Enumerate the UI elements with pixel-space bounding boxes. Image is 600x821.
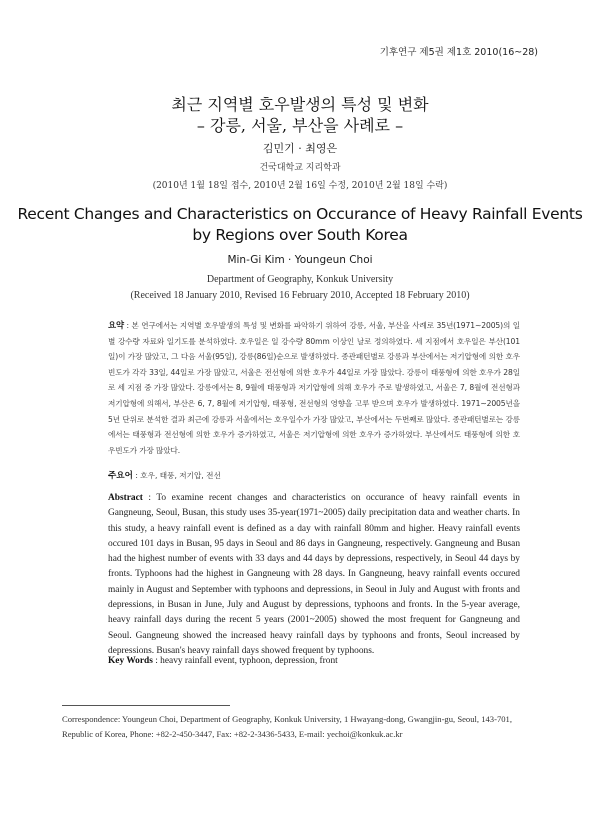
korean-authors: 김민기 · 최영은 <box>262 142 338 155</box>
korean-dates: (2010년 1월 18일 접수, 2010년 2월 16일 수정, 2010년 2월 18일 수락) <box>152 181 448 191</box>
english-authors: Min-Gi Kim · Youngeun Choi <box>227 254 373 266</box>
english-keywords <box>108 656 338 666</box>
korean-abstract <box>108 318 520 458</box>
english-affiliation: Department of Geography, Konkuk University <box>206 274 394 285</box>
korean-keywords-text: : 호우, 태풍, 저기압, 전선 <box>132 471 221 480</box>
korean-keywords <box>108 469 221 481</box>
journal-reference: 기후연구 제5권 제1호 2010(16~28) <box>379 47 538 58</box>
english-abstract-label: Abstract <box>108 493 143 503</box>
english-keywords-label: Key Words <box>108 656 153 666</box>
korean-keywords-label: 주요어 <box>108 471 133 481</box>
english-dates: (Received 18 January 2010, Revised 16 February 2010, Accepted 18 February 2010) <box>130 290 470 301</box>
korean-title-line1: 최근 지역별 호우발생의 특성 및 변화 <box>171 95 429 114</box>
english-keywords-text: : heavy rainfall event, typhoon, depression, front <box>152 656 338 666</box>
footnote-divider <box>62 705 230 706</box>
korean-title-line2: – 강릉, 서울, 부산을 사례로 – <box>196 116 404 135</box>
korean-abstract-text: : 본 연구에서는 지역별 호우발생의 특성 및 변화를 파악하기 위하여 강릉, 서울, 부산을 사례로 35년(1971~2005)의 일별 강수량 자료와 일기도를 분석하였다. 호우일은 일 강수량 80mm 이상인 날로 정의하였다. 세 지점에서 호우일은 부산(101일)이 가장 많았고, 그 다음 서울(95일), 강릉(86일)순으로 발생하였다. 종관패턴별로 강릉과 부산에서는 저기압형에 의한 호우 빈도가 각각 33일, 44일로 가장 많았고, 서울은 전선형에 의한 호우가 44일로 가장 많았다. 강릉이 태풍형에 의한 호우가 28일로 세 지점 중 가장 많았다. 강릉에서는 8, 9월에 태풍형과 저기압형에 의해 호우가 주로 발생하였고, 서울은 7, 8월에 전선형과 저기압형에 의해서, 부산은 6, 7, 8월에 저기압형, 태풍형, 전선형의 영향을 고루 받으며 호우가 발생하였다. 1971~2005년을 5년 단위로 분석한 결과 최근에 강릉과 서울에서는 호우일수가 가장 많았고, 부산에서는 두번째로 많았다. 종관패턴별로는 강릉에서는 태풍형과 전선형에 의한 호우가 증가하였고, 서울은 저기압형에 의한 호우가 증가하였다. 부산에서도 태풍형에 의한 호우빈도가 가장 많았다. <box>108 321 520 455</box>
english-title-line1: Recent Changes and Characteristics on Occurance of Heavy Rainfall Events <box>17 205 583 223</box>
english-abstract-text: : To examine recent changes and characteristics on occurance of heavy rainfall events in Gangneung, Seoul, Busan, this study uses 35-year(1971~2005) daily precipitation data and weather charts. In this study, a heavy rainfall event is defined as a day with rainfall 80mm and higher. Heavy rainfall events occured 101 days in Busan, 95 days in Seoul and 86 days in Gangneung, respectively. Gangneung and Busan had the highest number of events with 33 days and 44 days by depressions, respectively, in Seoul 44 days by fronts. Typhoons had the highest in Gangneung with 28 days. In Gangneung, heavy rainfall events occured mainly in August and September with typhoons and depressions, in Seoul in July and August with fronts and depressions, in Busan in June, July and August by depressions, typhoons and fronts. In the 5-year average, heavy rainfall days during the recent 5 years (2001~2005) showed the most frequent for Gangneung and Seoul. Gangneung showed the increased heavy rainfall days by typhoons and fronts, Seoul increased by depressions. Busan's heavy rainfall days showed frequent by typhoons. <box>108 493 520 656</box>
korean-affiliation: 건국대학교 지리학과 <box>259 163 341 173</box>
english-abstract <box>108 491 520 659</box>
correspondence-footnote: Correspondence: Youngeun Choi, Department of Geography, Konkuk University, 1 Hwayang-dong, Gwangjin-gu, Seoul, 143-701, Republic of Korea, Phone: +82-2-450-3447, Fax: +82-2-3436-5433, E-mail: yechoi@konkuk.ac.kr <box>62 714 512 739</box>
korean-abstract-label: 요약 <box>108 320 124 330</box>
english-title-line2: by Regions over South Korea <box>192 226 408 244</box>
